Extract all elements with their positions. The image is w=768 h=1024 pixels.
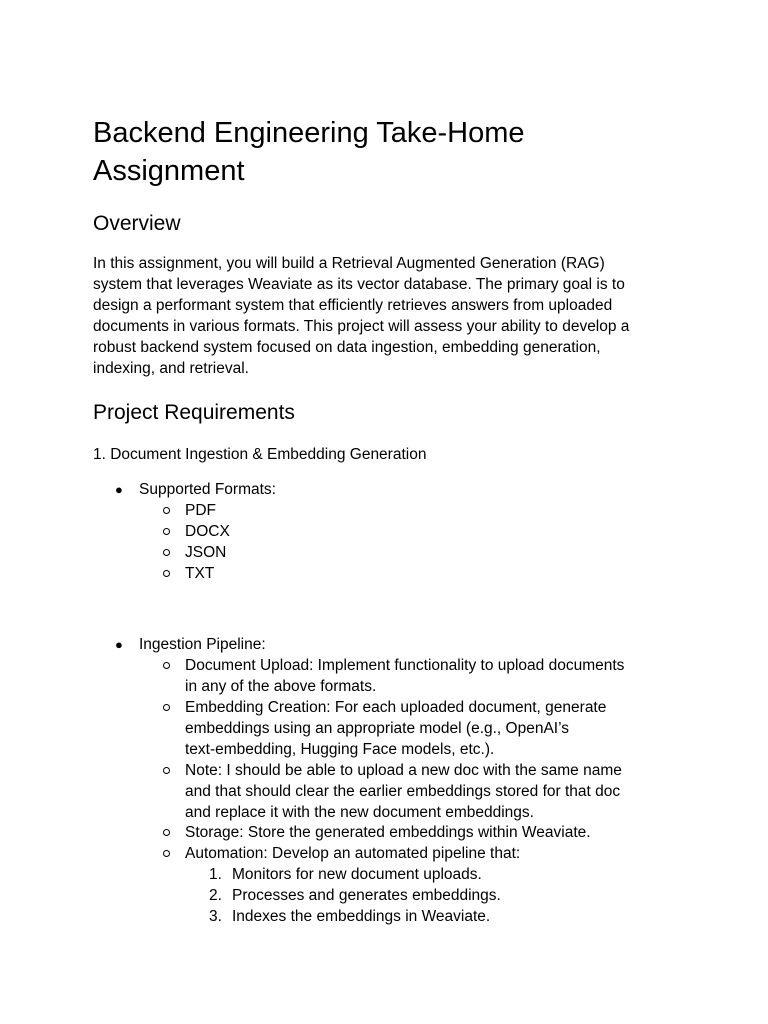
pipeline-label: Ingestion Pipeline: (139, 636, 266, 653)
sub-bullet-circle (163, 829, 170, 836)
paragraph-line: system that leverages Weaviate as its vector database. The primary goal is to (93, 276, 625, 293)
sub-bullet-circle (163, 549, 170, 556)
bullet-dot: ● (115, 482, 123, 497)
title-line: Backend Engineering Take-Home (93, 117, 525, 149)
overview-paragraph (93, 253, 693, 379)
step-number: 2. (209, 887, 222, 904)
pipeline-embedding-line: text-embedding, Hugging Face models, etc.). (185, 741, 495, 758)
document-title (93, 114, 693, 190)
paragraph-line: documents in various formats. This project will assess your ability to develop a (93, 318, 630, 335)
paragraph-line: robust backend system focused on data ingestion, embedding generation, (93, 339, 601, 356)
section-1-heading: 1. Document Ingestion & Embedding Generation (93, 446, 427, 463)
pipeline-upload-line: Document Upload: Implement functionality to upload documents (185, 657, 625, 674)
sub-bullet-circle (163, 570, 170, 577)
step-number: 3. (209, 908, 222, 925)
sub-bullet-circle (163, 662, 170, 669)
pipeline-note-line: and that should clear the earlier embeddings stored for that doc (185, 783, 621, 800)
pipeline-embedding-line: embeddings using an appropriate model (e.g., OpenAI’s (185, 720, 570, 737)
paragraph-line: indexing, and retrieval. (93, 360, 249, 377)
requirements-heading: Project Requirements (93, 401, 295, 424)
pipeline-embedding-line: Embedding Creation: For each uploaded document, generate (185, 699, 607, 716)
paragraph-line: design a performant system that efficiently retrieves answers from uploaded (93, 297, 613, 314)
step-text: Indexes the embeddings in Weaviate. (232, 908, 491, 925)
sub-bullet-circle (163, 850, 170, 857)
paragraph-line: In this assignment, you will build a Retrieval Augmented Generation (RAG) (93, 255, 605, 272)
bullet-dot: ● (115, 637, 123, 652)
sub-bullet-circle (163, 767, 170, 774)
sub-bullet-circle (163, 528, 170, 535)
pipeline-storage: Storage: Store the generated embeddings within Weaviate. (185, 824, 591, 841)
sub-bullet-circle (163, 507, 170, 514)
format-item: JSON (185, 544, 227, 561)
title-line: Assignment (93, 155, 245, 187)
format-item: DOCX (185, 523, 230, 540)
step-text: Processes and generates embeddings. (232, 887, 501, 904)
sub-bullet-circle (163, 704, 170, 711)
formats-label: Supported Formats: (139, 481, 276, 498)
pipeline-upload-line: in any of the above formats. (185, 678, 377, 695)
step-text: Monitors for new document uploads. (232, 866, 482, 883)
pipeline-note-line: Note: I should be able to upload a new doc with the same name (185, 762, 622, 779)
pipeline-note-line: and replace it with the new document embeddings. (185, 804, 534, 821)
pipeline-automation: Automation: Develop an automated pipeline that: (185, 845, 521, 862)
overview-heading: Overview (93, 212, 181, 235)
format-item: PDF (185, 502, 216, 519)
format-item: TXT (185, 565, 215, 582)
step-number: 1. (209, 866, 222, 883)
